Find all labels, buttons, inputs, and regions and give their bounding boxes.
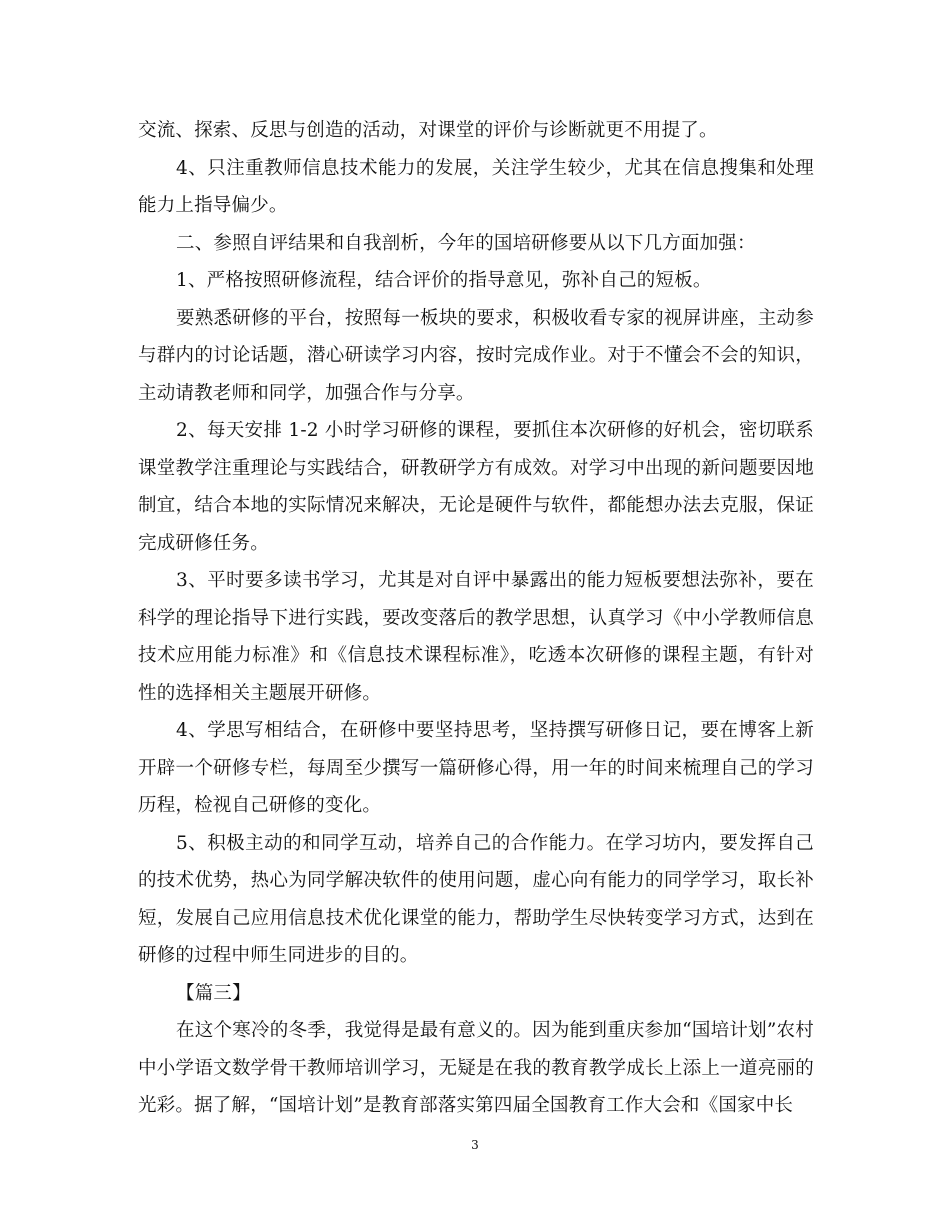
page-number: 3 — [471, 1138, 479, 1152]
paragraph-item-5: 5、积极主动的和同学互动，培养自己的合作能力。在学习坊内，要发挥自己的技术优势，热心为同学解决软件的使用问题，虚心向有能力的同学学习，取长补短，发展自己应用信息技术优化课堂的能力，帮助学生尽快转变学习方式，达到在研修的过程中师生同进步的目的。 — [138, 832, 814, 966]
paragraph-item-2: 2、每天安排 1-2 小时学习研修的课程，要抓住本次研修的好机会，密切联系课堂教学注重理论与实践结合，研教研学方有成效。对学习中出现的新问题要因地制宜，结合本地的实际情况来解决，无论是硬件与软件，都能想办法去克服，保证完成研修任务。 — [138, 420, 814, 554]
paragraph-item-4: 4、学思写相结合，在研修中要坚持思考，坚持撰写研修日记，要在博客上新开辟一个研修专栏，每周至少撰写一篇研修心得，用一年的时间来梳理自己的学习历程，检视自己研修的变化。 — [138, 720, 814, 816]
section-heading-two: 二、参照自评结果和自我剖析，今年的国培研修要从以下几方面加强： — [176, 232, 756, 254]
section-title-part-three: 【篇三】 — [176, 982, 251, 1004]
paragraph-item-3: 3、平时要多读书学习，尤其是对自评中暴露出的能力短板要想法弥补，要在科学的理论指导下进行实践，要改变落后的教学思想，认真学习《中小学教师信息技术应用能力标准》和《信息技术课程标准》，吃透本次研修的课程主题，有针对性的选择相关主题展开研修。 — [138, 570, 814, 704]
paragraph-part-three-intro: 在这个寒冷的冬季，我觉得是最有意义的。因为能到重庆参加“国培计划”农村中小学语文数学骨干教师培训学习，无疑是在我的教育教学成长上添上一道亮丽的光彩。据了解，“国培计划”是教育部落实第四届全国教育工作大会和《国家中长 — [138, 1020, 814, 1116]
paragraph-2: 4、只注重教师信息技术能力的发展，关注学生较少，尤其在信息搜集和处理能力上指导偏少。 — [138, 157, 814, 216]
paragraph-item-1: 1、严格按照研修流程，结合评价的指导意见，弥补自己的短板。 — [176, 270, 712, 291]
document-body — [138, 112, 814, 1125]
paragraph-1: 交流、探索、反思与创造的活动，对课堂的评价与诊断就更不用提了。 — [138, 120, 718, 141]
paragraph-item-1-detail: 要熟悉研修的平台，按照每一板块的要求，积极收看专家的视屏讲座，主动参与群内的讨论话题，潜心研读学习内容，按时完成作业。对于不懂会不会的知识，主动请教老师和同学，加强合作与分享。 — [138, 307, 814, 404]
